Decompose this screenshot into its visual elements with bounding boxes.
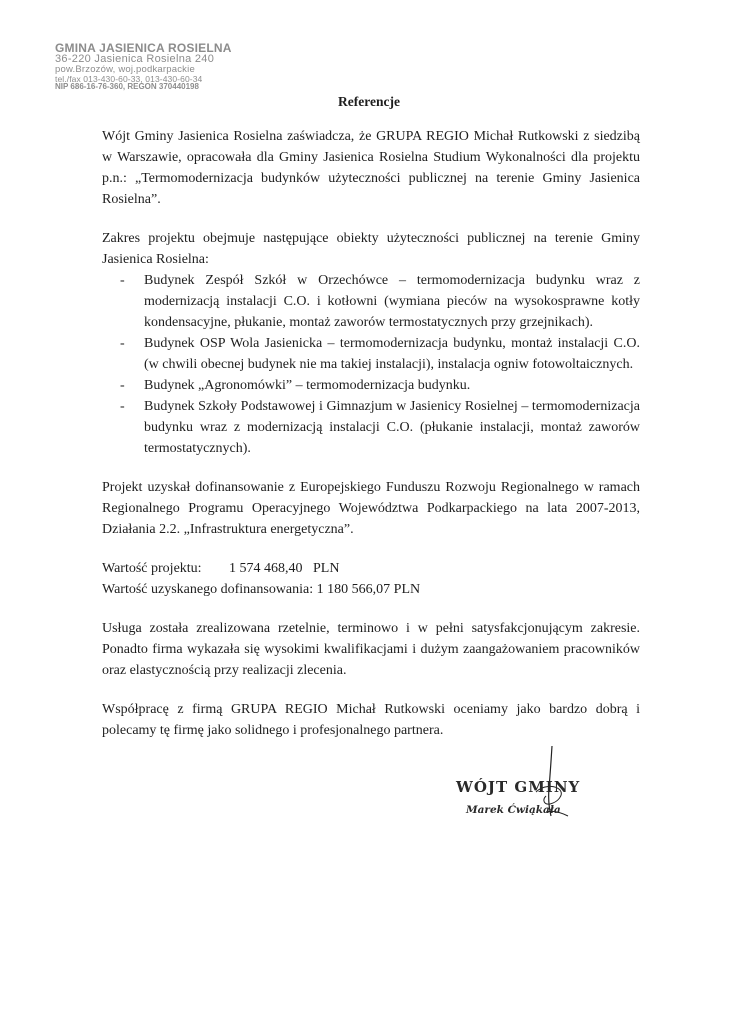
document-body: [102, 126, 640, 741]
service-assessment-paragraph: Usługa została zrealizowana rzetelnie, terminowo i w pełni satysfakcjonującym zakresie. Ponadto firma wykazała się wysokimi kwalifikacjami i dużym zaangażowaniem pracowników oraz elastycznością przy realizacji zlecenia.: [102, 621, 640, 678]
signature-name: Marek Ćwiąkała: [466, 804, 561, 816]
bullet-dash: -: [120, 336, 125, 351]
stamp-line-region: pow.Brzozów, woj.podkarpackie: [55, 64, 195, 75]
bullet-dash: -: [120, 399, 125, 414]
list-item: [102, 270, 640, 333]
stamp-line-address: 36-220 Jasienica Rosielna 240: [55, 53, 215, 65]
project-value-row: [102, 558, 640, 579]
project-value-amount: 1 574 468,40 PLN: [229, 561, 340, 576]
funding-paragraph: Projekt uzyskał dofinansowanie z Europejskiego Funduszu Rozwoju Regionalnego w ramach Regionalnego Programu Operacyjnego Województwa Podkarpackiego na lata 2007-2013, Działania 2.2. „Infrastruktura energetyczna”.: [102, 480, 640, 537]
list-item-text: Budynek OSP Wola Jasienicka – termomodernizacja budynku, montaż instalacji C.O. (w chwili obecnej budynek nie ma takiej instalacji), instalacja ogniw fotowoltaicznych.: [144, 336, 640, 372]
stamp-line-tax-ids: NIP 686-16-76-360, REGON 370440198: [55, 82, 199, 91]
bullet-dash: -: [120, 273, 125, 288]
list-item: [102, 396, 640, 459]
funding-value-amount: 1 180 566,07 PLN: [316, 582, 421, 597]
intro-paragraph: Wójt Gminy Jasienica Rosielna zaświadcza, że GRUPA REGIO Michał Rutkowski z siedzibą w Warszawie, opracowała dla Gminy Jasienica Rosielna Studium Wykonalności dla projektu p.n.: „Termomodernizacja budynków użyteczności publicznej na terenie Gminy Jasienica Rosielna”.: [102, 129, 640, 207]
stamp-line-phone: tel./fax 013-430-60-33, 013-430-60-34: [55, 73, 203, 84]
funding-value-row: [102, 579, 640, 600]
list-item: [102, 333, 640, 375]
document-title: Referencje: [338, 94, 400, 109]
objects-list: [102, 270, 640, 459]
stamp-line-name: GMINA JASIENICA ROSIELNA: [55, 41, 232, 55]
signature-title: WÓJT GMINY: [456, 778, 581, 796]
list-item-text: Budynek „Agronomówki” – termomodernizacja budynku.: [144, 378, 471, 393]
list-item-text: Budynek Szkoły Podstawowej i Gimnazjum w Jasienicy Rosielnej – termomodernizacja budynku wraz z modernizacją instalacji C.O. (płukanie instalacji, montaż zaworów termostatycznych).: [144, 399, 640, 456]
bullet-dash: -: [120, 378, 125, 393]
recommendation-paragraph: Współpracę z firmą GRUPA REGIO Michał Rutkowski oceniamy jako bardzo dobrą i polecamy tę firmę jako solidnego i profesjonalnego partnera.: [102, 702, 640, 738]
project-value-label: Wartość projektu:: [102, 561, 202, 576]
scope-paragraph: Zakres projektu obejmuje następujące obiekty użyteczności publicznej na terenie Gminy Jasienica Rosielna:: [102, 231, 640, 267]
funding-value-label: Wartość uzyskanego dofinansowania:: [102, 582, 314, 597]
list-item: [102, 375, 640, 396]
list-item-text: Budynek Zespół Szkół w Orzechówce – termomodernizacja budynku wraz z modernizacją instalacji C.O. i kotłowni (wymiana pieców na wysokosprawne kotły kondensacyjne, płukanie, montaż zaworów termostatycznych przy grzejnikach).: [144, 273, 640, 330]
project-values: [102, 558, 640, 600]
signature-stamp: [450, 742, 610, 832]
municipality-stamp: [55, 42, 232, 91]
